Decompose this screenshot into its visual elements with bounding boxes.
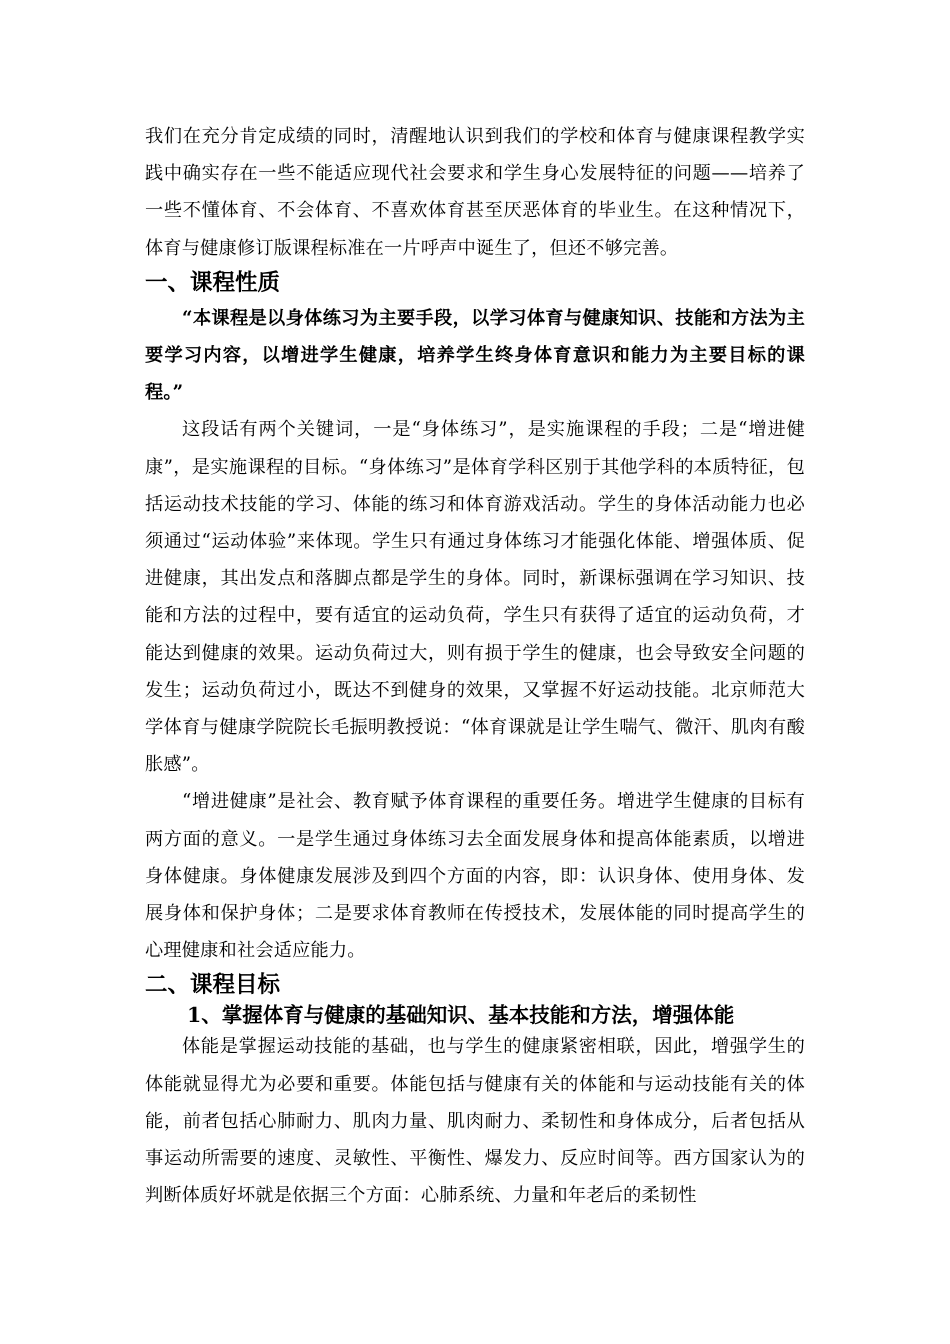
keywords-paragraph: 这段话有两个关键词，一是“身体练习”，是实施课程的手段；二是“增进健康”，是实施课程的目标。“身体练习”是体育学科区别于其他学科的本质特征，包括运动技术技能的学习、体能的练习和体育游戏活动。学生的身体活动能力也必须通过“运动体验”来体现。学生只有通过身体练习才能强化体能、增强体质、促进健康，其出发点和落脚点都是学生的身体。同时，新课标强调在学习知识、技能和方法的过程中，要有适宜的运动负荷，学生只有获得了适宜的运动负荷，才能达到健康的效果。运动负荷过大，则有损于学生的健康，也会导致安全问题的发生；运动负荷过小，既达不到健身的效果，又掌握不好运动技能。北京师范大学体育与健康学院院长毛振明教授说：“体育课就是让学生喘气、微汗、肌肉有酸胀感”。 [145,419,805,776]
course-definition-quote: “本课程是以身体练习为主要手段，以学习体育与健康知识、技能和方法为主要学习内容，以增进学生健康，培养学生终身体育意识和能力为主要目标的课程。” [145,307,805,404]
subsection-heading-fitness: 1、掌握体育与健康的基础知识、基本技能和方法，增强体能 [187,1003,735,1028]
health-paragraph: “增进健康”是社会、教育赋予体育课程的重要任务。增进学生健康的目标有两方面的意义。一是学生通过身体练习去全面发展身体和提高体能素质，以增进身体健康。身体健康发展涉及到四个方面的内容，即：认识身体、使用身体、发展身体和保护身体；二是要求体育教师在传授技术，发展体能的同时提高学生的心理健康和社会适应能力。 [145,791,805,962]
intro-paragraph: 我们在充分肯定成绩的同时，清醒地认识到我们的学校和体育与健康课程教学实践中确实存在一些不能适应现代社会要求和学生身心发展特征的问题——培养了一些不懂体育、不会体育、不喜欢体育甚至厌恶体育的毕业生。在这种情况下，体育与健康修订版课程标准在一片呼声中诞生了，但还不够完善。 [145,126,805,259]
fitness-paragraph: 体能是掌握运动技能的基础，也与学生的健康紧密相联，因此，增强学生的体能就显得尤为必要和重要。体能包括与健康有关的体能和与运动技能有关的体能，前者包括心肺耐力、肌肉力量、肌肉耐力、柔韧性和身体成分，后者包括从事运动所需要的速度、灵敏性、平衡性、爆发力、反应时间等。西方国家认为的判断体质好坏就是依据三个方面：心肺系统、力量和年老后的柔韧性 [145,1036,805,1207]
section-heading-course-nature: 一、课程性质 [145,269,281,296]
section-heading-course-goals: 二、课程目标 [145,972,281,999]
document-page [145,118,805,1214]
